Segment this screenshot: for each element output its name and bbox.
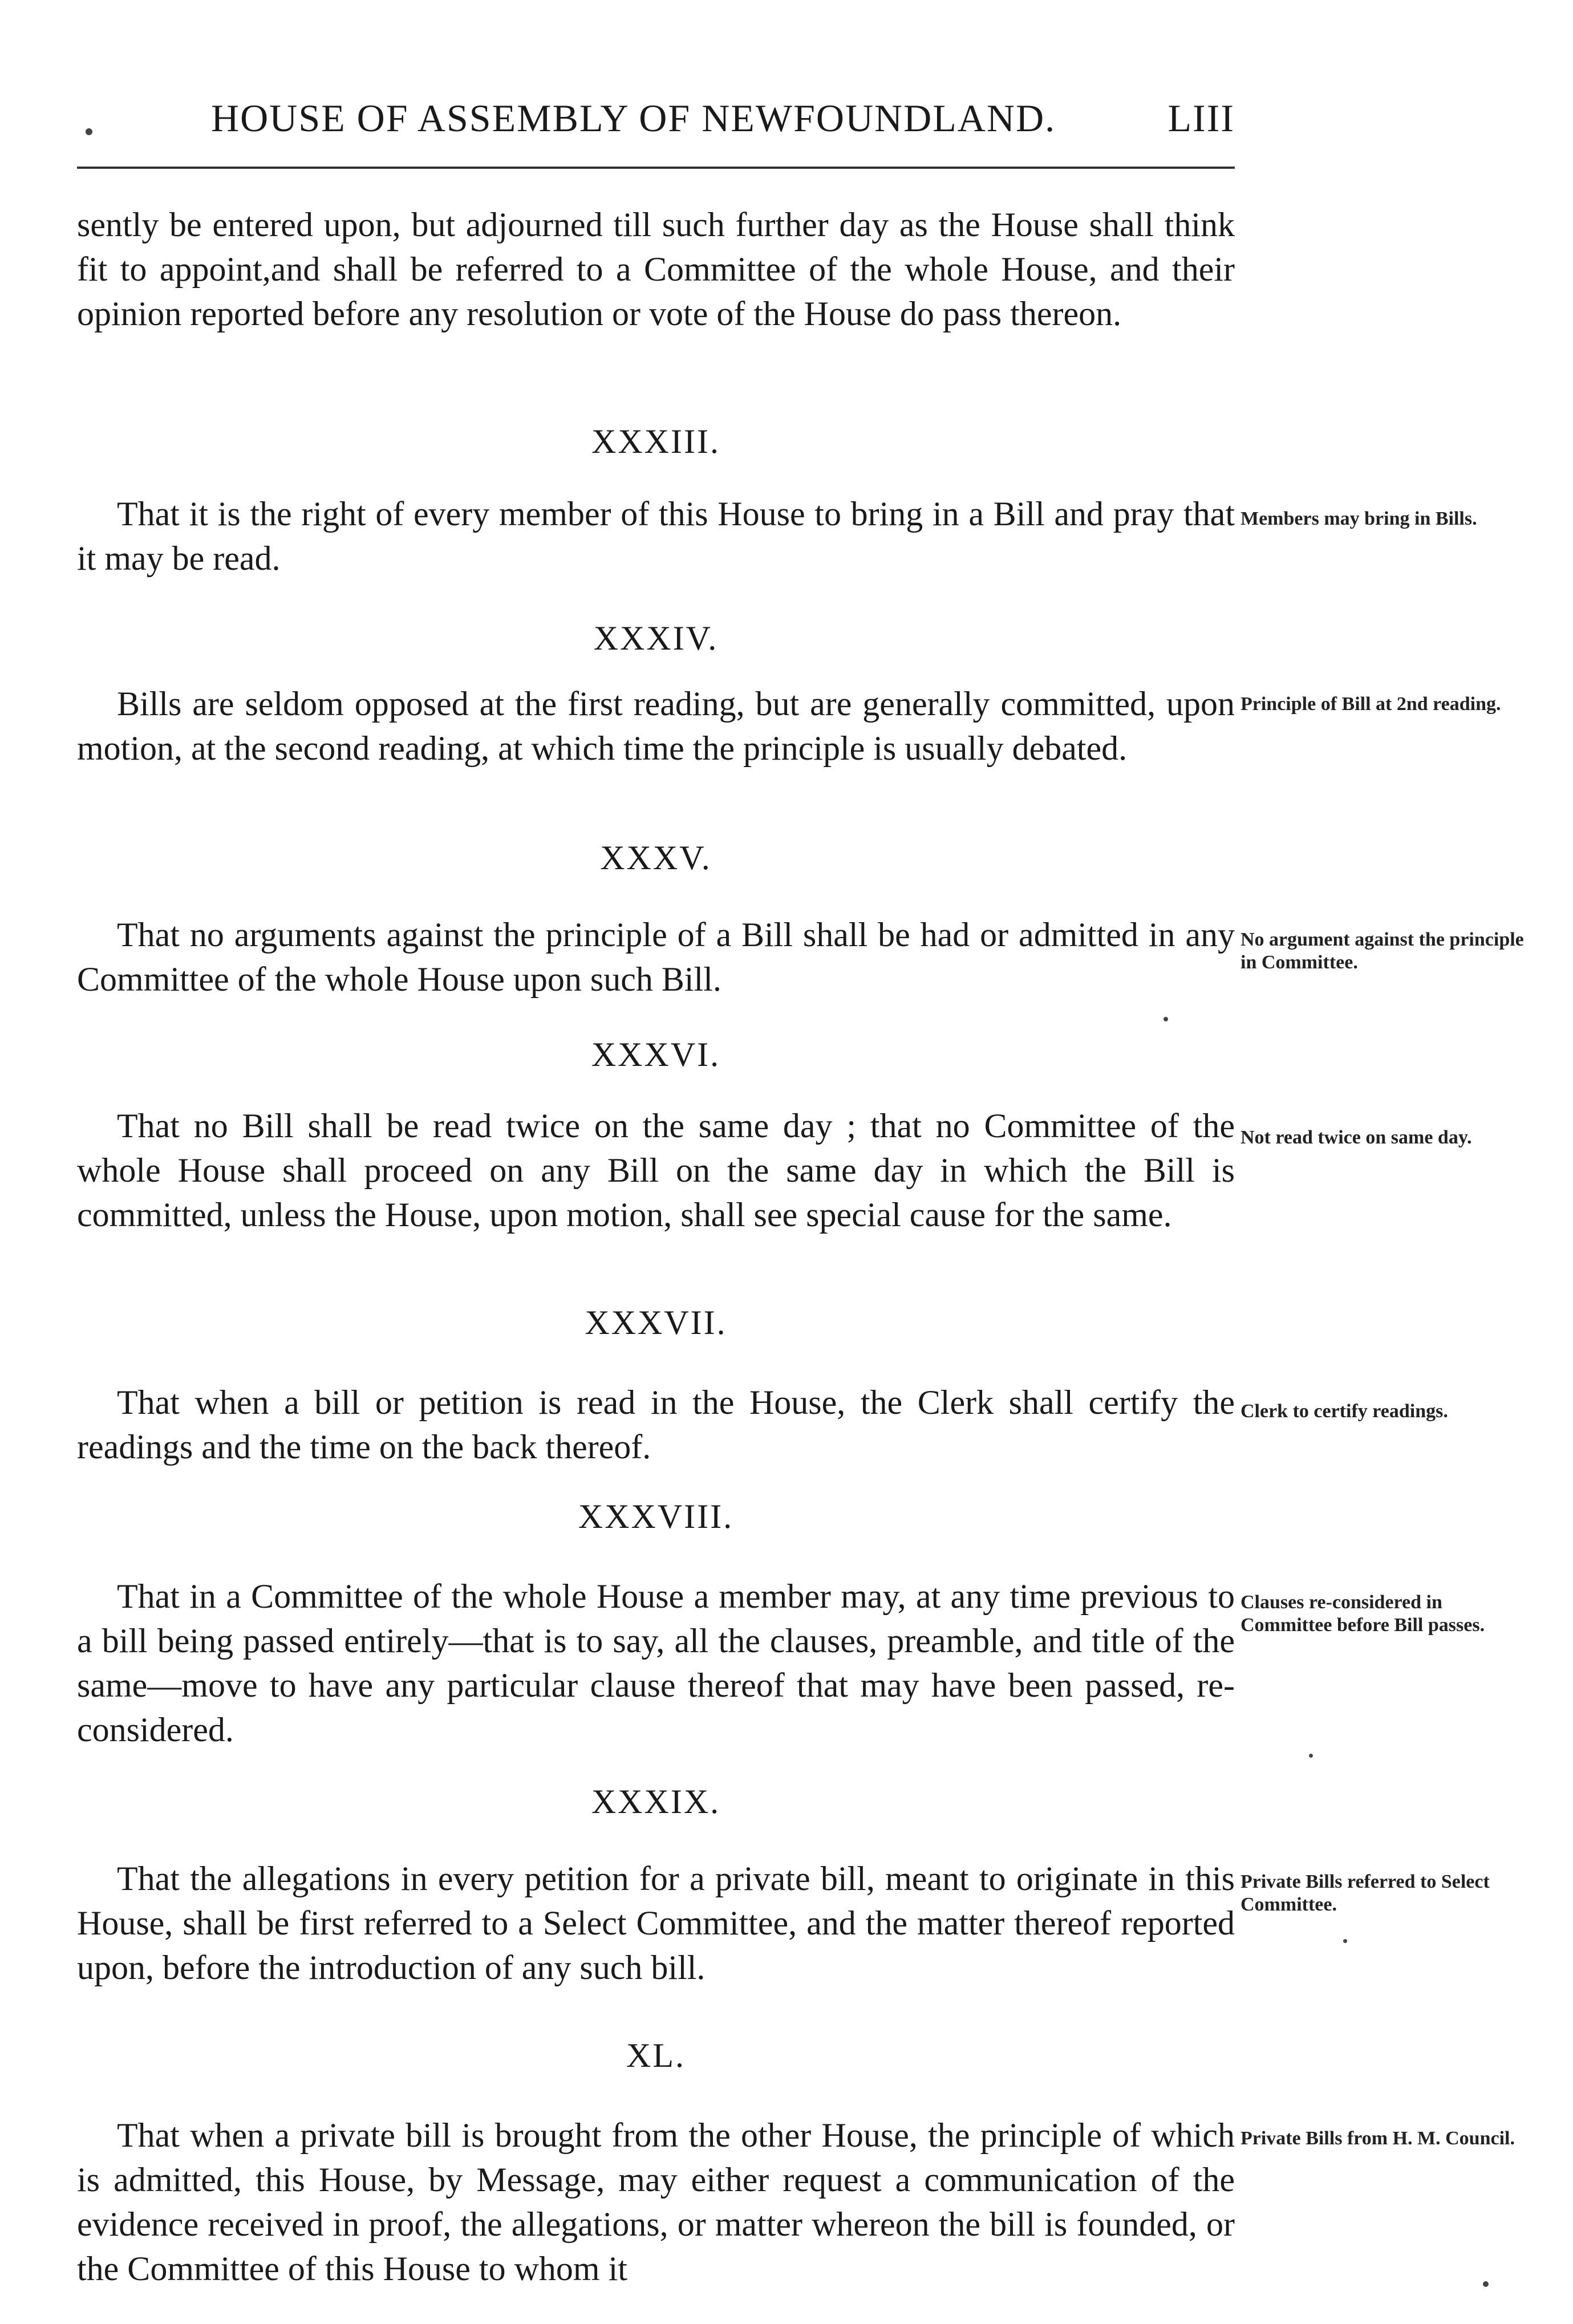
section-text: Bills are seldom opposed at the first reading, but are generally committed, upon motion, at the second reading, at which time the principle is usually debated. <box>77 685 1235 767</box>
print-speck <box>1309 1754 1313 1758</box>
print-speck <box>1163 1017 1168 1021</box>
section-number-xxxvii: XXXVII. <box>585 1304 727 1341</box>
margin-note-principle-of-bill: Principle of Bill at 2nd reading. <box>1240 693 1501 715</box>
margin-note-private-bills-select-committee: Private Bills referred to Select Committee. <box>1240 1871 1490 1915</box>
section-xl <box>77 2113 1235 2291</box>
section-text: That no arguments against the principle of a Bill shall be had or admitted in any Committee of the whole House upon such Bill. <box>77 916 1235 998</box>
section-number-xxxv: XXXV. <box>600 839 712 877</box>
header-rule <box>77 167 1235 169</box>
margin-note-members-may-bring-in-bills: Members may bring in Bills. <box>1240 508 1477 529</box>
section-text: That when a bill or petition is read in the House, the Clerk shall certify the readings and the time on the back thereof. <box>77 1384 1235 1466</box>
opening-paragraph: sently be entered upon, but adjourned till such further day as the House shall think fit to appoint,and shall be referred to a Committee of the whole House, and their opinion reported before any resolution or vote of the House do pass thereon. <box>77 206 1235 332</box>
section-text: That in a Committee of the whole House a member may, at any time previous to a bill being passed entirely—that is to say, all the clauses, preamble, and title of the same—move to have any particular clause thereof that may have been passed, re-considered. <box>77 1577 1235 1749</box>
print-speck <box>1483 2281 1489 2287</box>
section-text: That the allegations in every petition for a private bill, meant to originate in this House, shall be first referred to a Select Committee, and the matter thereof reported upon, before the introduction of any such bill. <box>77 1860 1235 1986</box>
section-text: That it is the right of every member of this House to bring in a Bill and pray that it may be read. <box>77 495 1235 577</box>
section-number-xl: XL. <box>626 2037 686 2074</box>
running-header <box>77 86 1235 148</box>
section-xxxix <box>77 1856 1235 1990</box>
margin-note-private-bills-from-council: Private Bills from H. M. Council. <box>1240 2128 1515 2149</box>
section-text: That no Bill shall be read twice on the same day ; that no Committee of the whole House shall proceed on any Bill on the same day in which the Bill is committed, unless the House, upon motion, shall see special cause for the same. <box>77 1107 1235 1234</box>
section-xxxvii <box>77 1380 1235 1469</box>
section-number-xxxviii: XXXVIII. <box>578 1498 734 1535</box>
section-number-xxxiv: XXXIV. <box>593 619 719 657</box>
section-xxxvi <box>77 1104 1235 1237</box>
section-xxxviii <box>77 1574 1235 1752</box>
print-speck <box>1343 1939 1347 1943</box>
section-number-xxxiii: XXXIII. <box>591 423 720 460</box>
section-text: That when a private bill is brought from the other House, the principle of which is admitted, this House, by Message, may either request a communication of the evidence received in proof, the allegations, or matter whereon the bill is founded, or the Committee of this House to whom it <box>77 2116 1235 2288</box>
section-xxxiv <box>77 682 1235 770</box>
margin-note-no-argument: No argument against the principle in Committee. <box>1240 929 1524 973</box>
section-xxxv <box>77 912 1235 1001</box>
section-number-xxxvi: XXXVI. <box>591 1036 721 1073</box>
page-title: HOUSE OF ASSEMBLY OF NEWFOUNDLAND. <box>211 96 1056 140</box>
margin-note-clauses-reconsidered: Clauses re-considered in Committee before Bill passes. <box>1240 1592 1485 1636</box>
section-xxxiii <box>77 492 1235 581</box>
margin-note-clerk-to-certify: Clerk to certify readings. <box>1240 1401 1448 1422</box>
opening-paragraph-block <box>77 202 1235 336</box>
margin-note-not-read-twice: Not read twice on same day. <box>1240 1127 1472 1148</box>
page-number: LIII <box>1167 96 1235 140</box>
section-number-xxxix: XXXIX. <box>591 1783 721 1820</box>
print-speck <box>86 128 92 135</box>
